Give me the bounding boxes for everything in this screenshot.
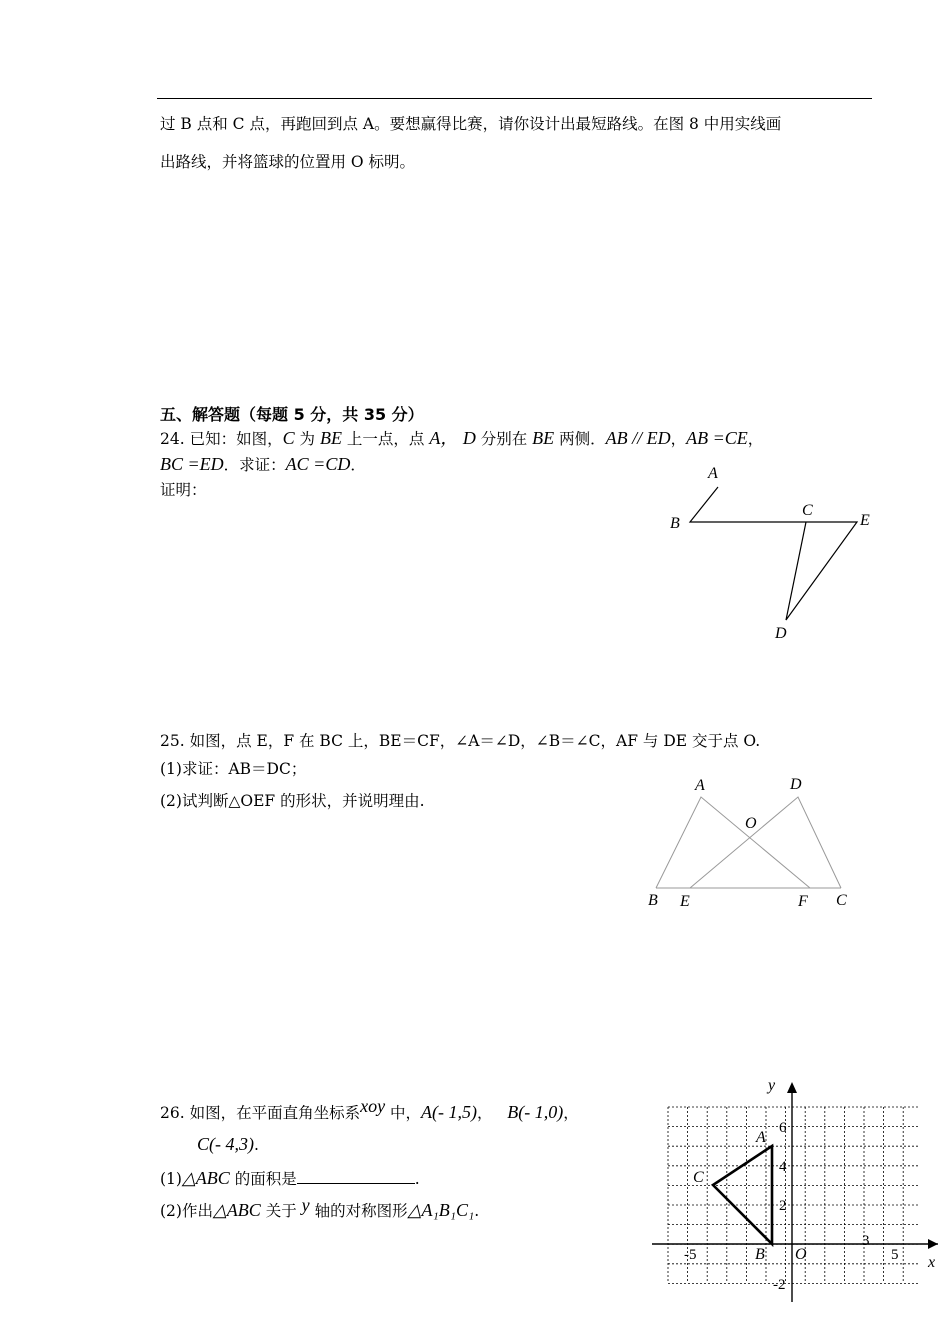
intro-line-1: 过 B 点和 C 点，再跑回到点 A。要想赢得比赛，请你设计出最短路线。在图 8 中用实线画 (160, 115, 782, 133)
q26-y-axis: y (301, 1195, 310, 1215)
q24-text: 两侧． (554, 430, 606, 448)
section-5-heading: 五、解答题（每题 5 分，共 35 分） (160, 405, 424, 424)
q26-text: 关于 (260, 1202, 302, 1220)
q26-text: (1) (160, 1170, 182, 1188)
q24-sep: ， (747, 430, 764, 448)
q26-text: . (474, 1202, 480, 1220)
q26-text: 轴的对称图形 (309, 1202, 408, 1220)
q24-proof-label: 证明： (160, 481, 207, 499)
q24-label-a: A (708, 465, 718, 482)
q24-text: 上一点，点 (341, 430, 430, 448)
tick-x-3: 3 (862, 1233, 870, 1249)
intro-line-2: 出路线，并将篮球的位置用 O 标明。 (160, 153, 416, 171)
q24-var-c: C (282, 428, 295, 448)
point-label-c: C (693, 1169, 704, 1186)
point-label-b: B (755, 1246, 765, 1263)
q25-label-o: O (745, 815, 757, 832)
q26-sep: ， (476, 1104, 493, 1122)
q24-var-be: BE (319, 428, 342, 448)
q24-goal: AC =CD (285, 454, 351, 474)
tick-y-6: 6 (779, 1120, 787, 1136)
q24-label-d: D (775, 625, 787, 642)
point-label-a: A (756, 1129, 766, 1146)
y-axis-arrow (787, 1082, 797, 1093)
q26-xoy: xoy (360, 1096, 386, 1116)
q26-text: 中， (385, 1104, 421, 1122)
q24-text: ．求证： (223, 456, 286, 474)
q26-point-a: A(- 1,5) (421, 1102, 477, 1122)
q24-cond-1: AB // ED (605, 428, 671, 448)
q24-text: 为 (294, 430, 320, 448)
q25-part-1: (1)求证：AB＝DC； (160, 760, 307, 778)
origin-label: O (795, 1246, 807, 1263)
q24-label-e: E (860, 512, 870, 529)
q24-label-c: C (802, 502, 813, 519)
q24-text: 24. 已知：如图， (160, 430, 283, 448)
q26-triangle: △ABC (212, 1200, 261, 1220)
q26-text: . (414, 1170, 420, 1188)
q25-statement: 25. 如图，点 E，F 在 BC 上，BE＝CF，∠A＝∠D，∠B＝∠C，AF 与 DE 交于点 O. (160, 732, 761, 750)
q26-text: 的面积是 (229, 1170, 297, 1188)
q25-label-a: A (695, 777, 705, 794)
q24-label-b: B (670, 515, 680, 532)
q26-text: (2)作出 (160, 1202, 213, 1220)
tick-y-4: 4 (779, 1159, 787, 1175)
q24-text: 分别在 (475, 430, 533, 448)
axis-label-y: y (768, 1077, 776, 1094)
q25-label-d: D (790, 776, 802, 793)
tick-x-5: 5 (891, 1247, 899, 1263)
q26-text: . (254, 1136, 259, 1154)
q26-point-c: C(- 4,3) (197, 1134, 254, 1154)
q25-part-2: (2)试判断△OEF 的形状，并说明理由. (160, 792, 425, 810)
q26-triangle: △ABC (181, 1168, 230, 1188)
tick-y-neg2: -2 (773, 1277, 786, 1293)
q25-label-f: F (798, 893, 808, 910)
q26-triangle-reflected: △A₁B₁C₁ (407, 1200, 475, 1220)
q24-var-a: A， (429, 428, 459, 448)
q26-text: 26. 如图，在平面直角坐标系 (160, 1104, 361, 1122)
q26-point-b: B(- 1,0) (507, 1102, 564, 1122)
q24-text: ． (350, 456, 366, 474)
q25-label-e: E (680, 893, 690, 910)
q25-label-b: B (648, 892, 658, 909)
grid-lines (668, 1107, 918, 1283)
axis-label-x: x (928, 1254, 936, 1271)
q24-var-be2: BE (532, 428, 555, 448)
q24-sep: ， (670, 430, 687, 448)
tick-x-neg5: -5 (684, 1247, 697, 1263)
q26-sep: ， (563, 1104, 579, 1122)
q24-cond-3: BC =ED (160, 454, 224, 474)
triangle-abc (713, 1146, 772, 1244)
q25-label-c: C (836, 892, 847, 909)
q24-cond-2: AB =CE (686, 428, 748, 448)
x-axis-arrow (928, 1239, 938, 1249)
q24-var-d: D (458, 428, 476, 448)
tick-y-2: 2 (779, 1198, 787, 1214)
